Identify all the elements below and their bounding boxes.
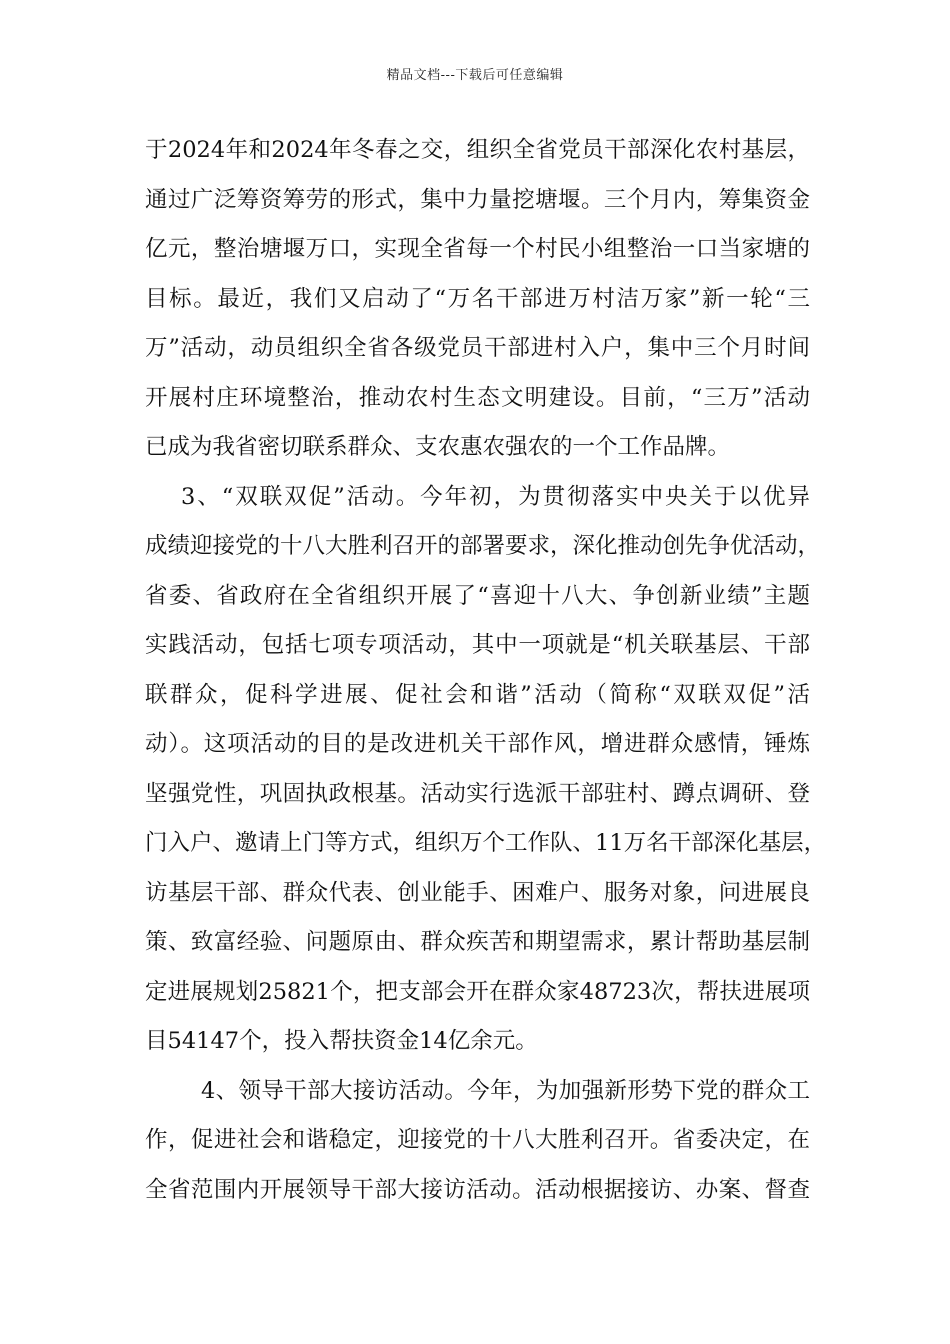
text-line: 坚强党性，巩固执政根基。活动实行选派干部驻村、蹲点调研、登 [145, 780, 810, 807]
paragraph-1 [145, 126, 810, 473]
paragraph-3 [145, 1067, 810, 1216]
text-line: 定进展规划25821个，把支部会开在群众家48723次，帮扶进展项 [145, 978, 810, 1005]
text-line: 目标。最近，我们又启动了“万名干部进万村洁万家”新一轮“三 [145, 285, 810, 312]
text-line: 目54147个，投入帮扶资金14亿余元。 [145, 1028, 538, 1054]
text-line: 联群众，促科学进展、促社会和谐”活动（简称“双联双促”活 [145, 681, 810, 708]
text-line: 动）。这项活动的目的是改进机关干部作风，增进群众感情，锤炼 [145, 731, 810, 757]
text-line: 于2024年和2024年冬春之交，组织全省党员干部深化农村基层， [145, 137, 810, 163]
text-line: 成绩迎接党的十八大胜利召开的部署要求，深化推动创先争优活动， [145, 533, 821, 559]
text-line: 策、致富经验、问题原由、群众疾苦和期望需求，累计帮助基层制 [145, 929, 810, 955]
text-line: 已成为我省密切联系群众、支农惠农强农的一个工作品牌。 [145, 434, 731, 460]
paragraph-2 [145, 473, 827, 1067]
text-line: 门入户、邀请上门等方式，组织万个工作队、11万名干部深化基层， [145, 830, 827, 856]
text-line: 通过广泛筹资筹劳的形式，集中力量挖塘堰。三个月内，筹集资金 [145, 186, 810, 213]
text-line: 4、领导干部大接访活动。今年，为加强新形势下党的群众工 [201, 1077, 810, 1104]
text-line: 全省范围内开展领导干部大接访活动。活动根据接访、办案、督查 [145, 1176, 810, 1203]
page-header: 精品文档---下载后可任意编辑 [386, 68, 564, 83]
text-line: 万”活动，动员组织全省各级党员干部进村入户，集中三个月时间 [145, 335, 810, 361]
text-line: 访基层干部、群众代表、创业能手、困难户、服务对象，问进展良 [145, 879, 810, 906]
text-line: 省委、省政府在全省组织开展了“喜迎十八大、争创新业绩”主题 [145, 582, 810, 609]
text-line: 亿元，整治塘堰万口，实现全省每一个村民小组整治一口当家塘的 [145, 236, 810, 262]
text-line: 实践活动，包括七项专项活动，其中一项就是“机关联基层、干部 [145, 632, 810, 658]
text-line: 3、“双联双促”活动。今年初，为贯彻落实中央关于以优异 [181, 483, 810, 510]
text-line: 作，促进社会和谐稳定，迎接党的十八大胜利召开。省委决定，在 [145, 1127, 810, 1153]
document-body [145, 126, 827, 1215]
text-line: 开展村庄环境整治，推动农村生态文明建设。目前，“三万”活动 [145, 384, 810, 411]
